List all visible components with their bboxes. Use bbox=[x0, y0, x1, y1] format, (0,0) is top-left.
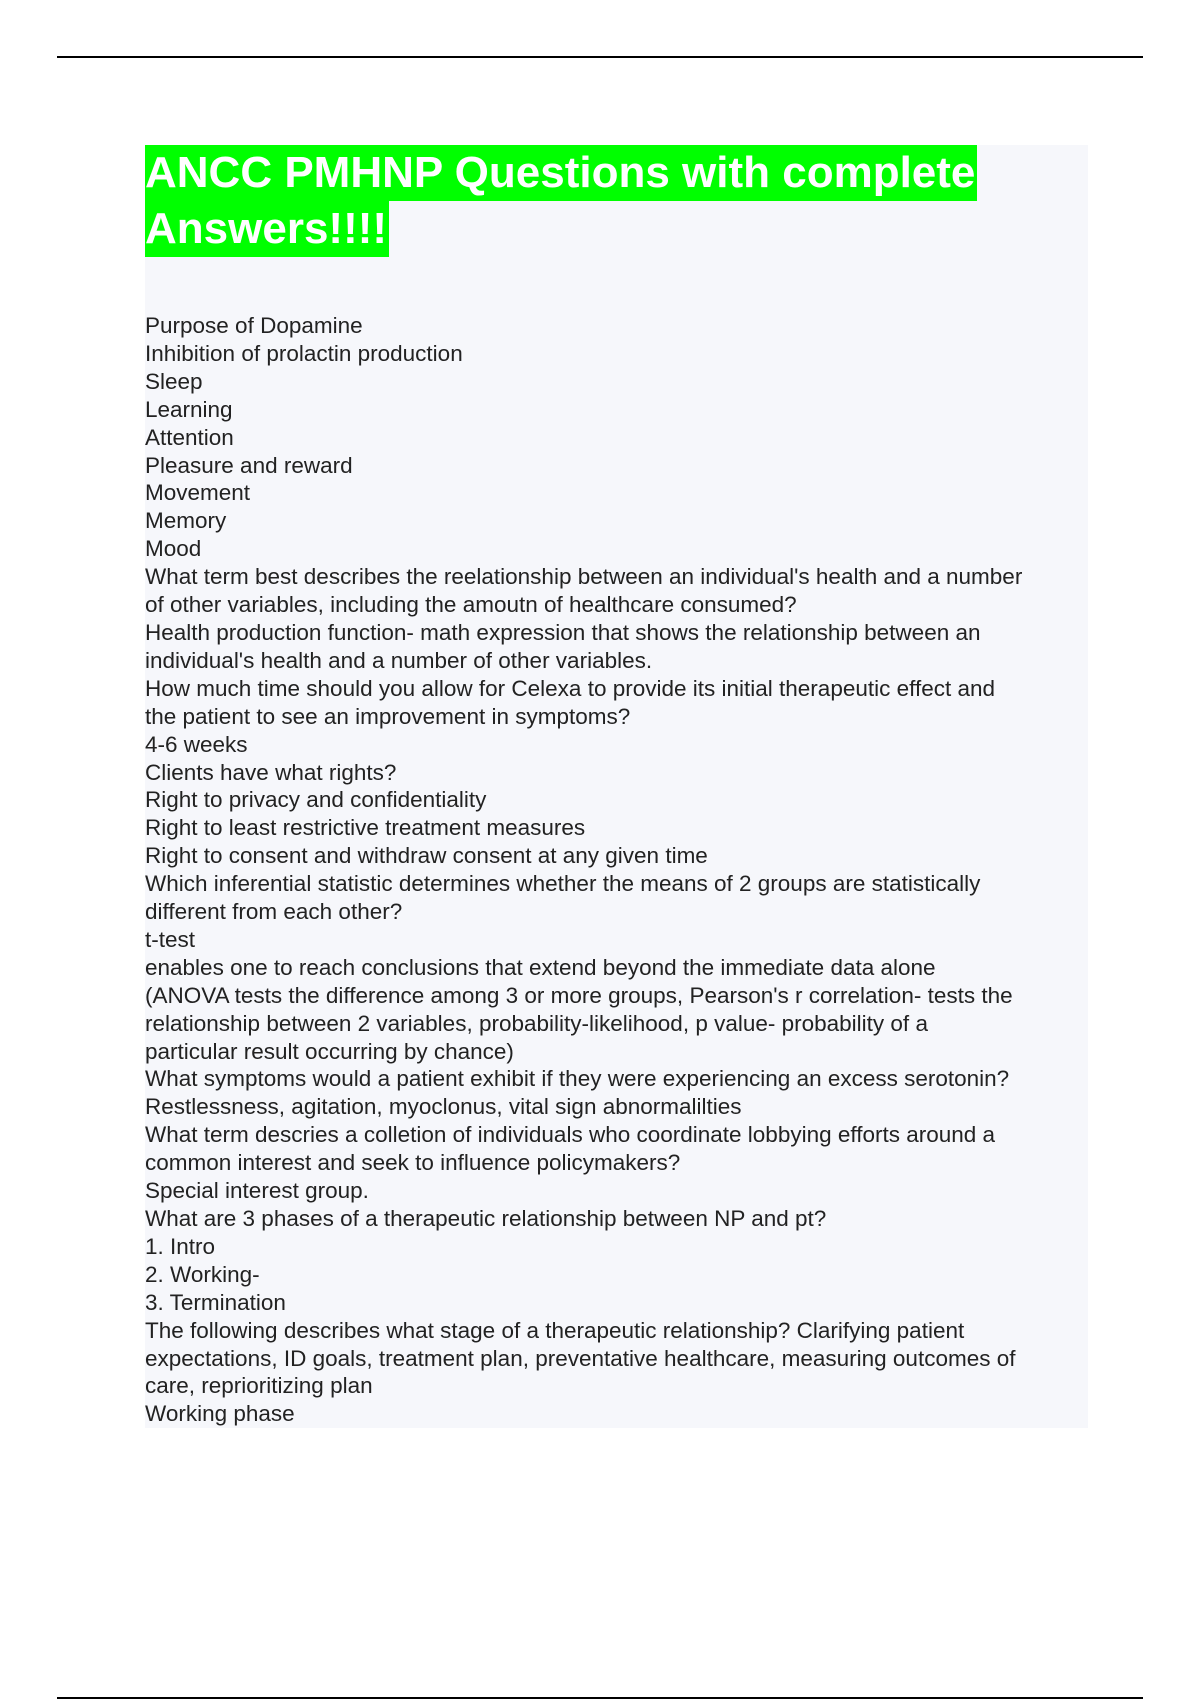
text-line: care, reprioritizing plan bbox=[145, 1373, 373, 1399]
text-line: individual's health and a number of other variables. bbox=[145, 647, 653, 673]
text-line: common interest and seek to influence policymakers? bbox=[145, 1150, 681, 1176]
text-line: (ANOVA tests the difference among 3 or more groups, Pearson's r correlation- tests the bbox=[145, 982, 1013, 1008]
text-line: Right to least restrictive treatment measures bbox=[145, 815, 586, 841]
text-line: Sleep bbox=[145, 368, 203, 394]
text-line: 2. Working- bbox=[145, 1261, 260, 1287]
text-line: enables one to reach conclusions that extend beyond the immediate data alone bbox=[145, 954, 936, 980]
text-line: Learning bbox=[145, 396, 233, 422]
title-line-2: Answers!!!! bbox=[145, 201, 389, 257]
text-line: Movement bbox=[145, 480, 251, 506]
text-line: 4-6 weeks bbox=[145, 731, 248, 757]
text-line: What symptoms would a patient exhibit if they were experiencing an excess serotonin? bbox=[145, 1066, 1010, 1092]
text-line: 3. Termination bbox=[145, 1289, 286, 1315]
text-line: Right to privacy and confidentiality bbox=[145, 787, 487, 813]
text-line: 1. Intro bbox=[145, 1233, 216, 1259]
text-line: Memory bbox=[145, 508, 227, 534]
text-line: Mood bbox=[145, 536, 202, 562]
text-line: What term descries a colletion of individuals who coordinate lobbying efforts around a bbox=[145, 1122, 996, 1148]
footer-rule bbox=[57, 1697, 1143, 1699]
text-line: expectations, ID goals, treatment plan, preventative healthcare, measuring outcomes of bbox=[145, 1345, 1016, 1371]
text-line: Restlessness, agitation, myoclonus, vital sign abnormalilties bbox=[145, 1094, 742, 1120]
text-line: Clients have what rights? bbox=[145, 759, 397, 785]
text-line: particular result occurring by chance) bbox=[145, 1038, 514, 1064]
text-line: relationship between 2 variables, probability-likelihood, p value- probability of a bbox=[145, 1010, 928, 1036]
title-line-1: ANCC PMHNP Questions with complete bbox=[145, 145, 977, 201]
header-rule bbox=[57, 56, 1143, 58]
document-title bbox=[145, 145, 1088, 257]
text-line: Special interest group. bbox=[145, 1178, 369, 1204]
text-line: Purpose of Dopamine bbox=[145, 313, 363, 338]
text-line: of other variables, including the amoutn of healthcare consumed? bbox=[145, 592, 797, 618]
text-line: Right to consent and withdraw consent at any given time bbox=[145, 843, 708, 869]
text-line: What term best describes the reelationship between an individual's health and a number bbox=[145, 564, 1023, 590]
text-line: The following describes what stage of a therapeutic relationship? Clarifying patient bbox=[145, 1317, 965, 1343]
text-line: the patient to see an improvement in symptoms? bbox=[145, 703, 631, 729]
text-line: Which inferential statistic determines whether the means of 2 groups are statistically bbox=[145, 871, 981, 897]
content-block bbox=[145, 145, 1088, 1428]
text-line: Working phase bbox=[145, 1401, 295, 1427]
text-line: Health production function- math expression that shows the relationship between an bbox=[145, 619, 981, 645]
qa-text-lines bbox=[145, 312, 1088, 1428]
text-line: Pleasure and reward bbox=[145, 452, 353, 478]
text-line: Attention bbox=[145, 424, 234, 450]
text-line: t-test bbox=[145, 926, 196, 952]
text-line: Inhibition of prolactin production bbox=[145, 340, 463, 366]
text-line: How much time should you allow for Celexa to provide its initial therapeutic effect and bbox=[145, 675, 996, 701]
text-line: What are 3 phases of a therapeutic relationship between NP and pt? bbox=[145, 1206, 827, 1231]
text-line: different from each other? bbox=[145, 899, 403, 925]
